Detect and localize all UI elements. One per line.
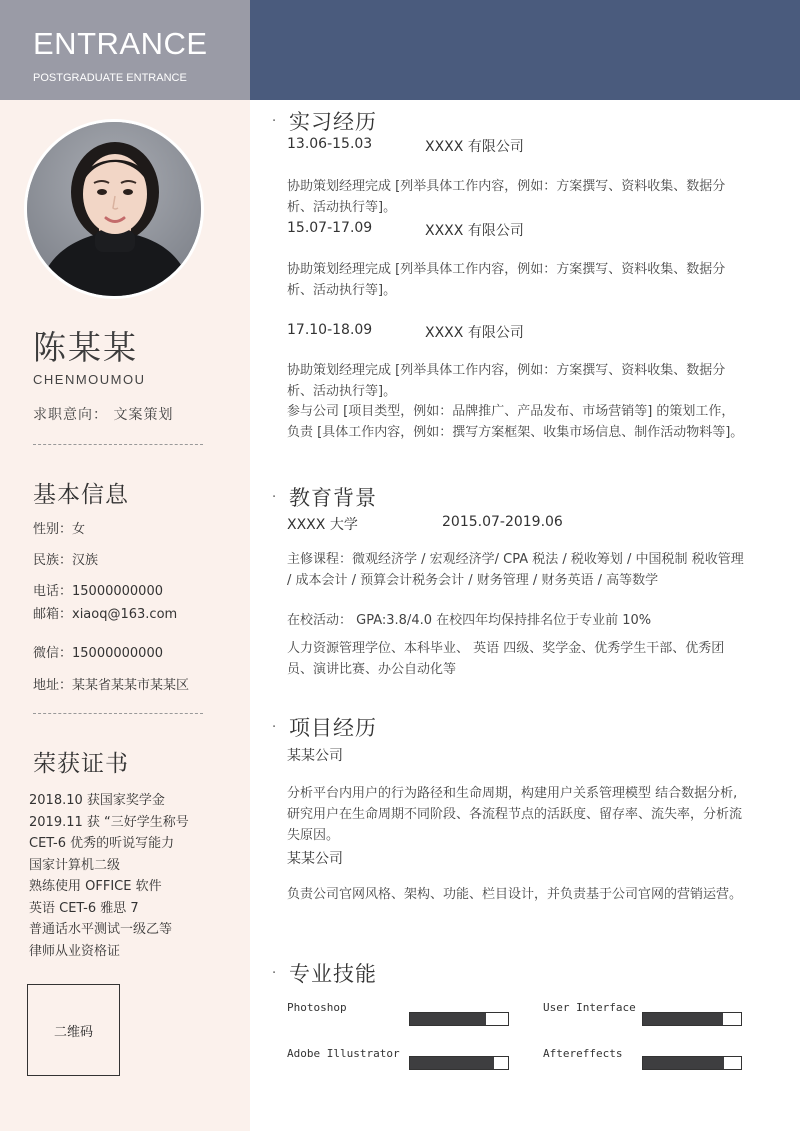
education-row <box>287 514 563 534</box>
bullet-icon: · <box>272 490 277 505</box>
candidate-name: 陈某某 <box>33 328 138 367</box>
projects-heading: 项目经历 <box>289 716 377 740</box>
list-item: 2019.11 获 “三好学生称号 <box>29 814 189 830</box>
education-courses: 主修课程：微观经济学 / 宏观经济学/ CPA 税法 / 税收筹划 / 中国税制 税收管理 / 成本会计 / 预算会计税务会计 / 财务管理 / 财务英语 / 高等数学 <box>287 552 744 588</box>
info-gender: 性别：女 <box>33 522 86 537</box>
header-band <box>250 0 800 100</box>
skills-heading: 专业技能 <box>289 962 377 986</box>
internship-desc: 协助策划经理完成 [列举具体工作内容，例如：方案撰写、资料收集、数据分析、活动执行等]。 <box>287 262 726 298</box>
candidate-name-pinyin: CHENMOUMOU <box>33 372 146 387</box>
skill-bar-fill <box>643 1013 723 1025</box>
portrait-image <box>27 122 201 296</box>
list-item: 2018.10 获国家奖学金 <box>29 793 165 808</box>
internship-company: XXXX 有限公司 <box>425 139 524 155</box>
info-address: 地址：某某省某某市某某区 <box>33 678 190 693</box>
list-item: 律师从业资格证 <box>29 943 121 959</box>
project-desc: 分析平台内用户的行为路径和生命周期，构建用户关系管理模型 结合数据分析,研究用户在生命周期不同阶段、各流程节点的活跃度、留存率、流失率，分析流失原因。 <box>287 786 743 843</box>
brand-box <box>0 0 250 100</box>
internship-heading: 实习经历 <box>289 110 377 134</box>
education-activities: 在校活动： GPA:3.8/4.0 在校四年均保持排名位于专业前 10% <box>287 613 652 628</box>
skill-label: User Interface <box>543 1001 636 1014</box>
skill-bar <box>642 1056 742 1070</box>
education-heading: 教育背景 <box>289 486 377 510</box>
internship-row-3 <box>287 322 524 341</box>
divider <box>33 713 203 714</box>
internship-date: 17.10-18.09 <box>287 322 373 338</box>
internship-company: XXXX 有限公司 <box>425 325 524 341</box>
info-wechat: 微信：15000000000 <box>33 646 163 661</box>
qr-code-placeholder <box>27 984 120 1076</box>
skill-label: Aftereffects <box>543 1047 623 1060</box>
internship-company: XXXX 有限公司 <box>425 223 524 239</box>
internship-date: 13.06-15.03 <box>287 136 373 152</box>
internship-desc-extra: 参与公司 [项目类型，例如：品牌推广、产品发布、市场营销等] 的策划工作，负责 [具体工作内容，例如：撰写方案框架、收集市场信息、制作活动物料等]。 <box>287 404 744 440</box>
list-item: 普通话水平测试一级乙等 <box>29 922 173 937</box>
internship-row-2 <box>287 220 524 239</box>
skill-label: Adobe Illustrator <box>287 1047 400 1060</box>
info-phone: 电话：15000000000 <box>33 584 163 599</box>
list-item: CET-6 优秀的听说写能力 <box>29 836 175 851</box>
list-item: 国家计算机二级 <box>29 857 121 873</box>
education-honors: 人力资源管理学位、本科毕业、 英语 四级、奖学金、优秀学生干部、优秀团员、演讲比赛、办公自动化等 <box>287 641 725 677</box>
skill-label: Photoshop <box>287 1001 347 1014</box>
info-ethnicity: 民族：汉族 <box>33 553 99 568</box>
skill-bar-fill <box>410 1057 494 1069</box>
education-period: 2015.07-2019.06 <box>442 514 563 530</box>
brand-subtitle: POSTGRADUATE ENTRANCE <box>33 72 187 84</box>
list-item: 英语 CET-6 雅思 7 <box>29 900 139 916</box>
skill-bar <box>642 1012 742 1026</box>
bullet-icon: · <box>272 966 277 981</box>
internship-date: 15.07-17.09 <box>287 220 373 236</box>
project-desc: 负责公司官网风格、架构、功能、栏目设计，并负责基于公司官网的营销运营。 <box>287 887 743 902</box>
school-name: XXXX 大学 <box>287 517 358 533</box>
certificates-heading: 荣获证书 <box>33 751 129 777</box>
project-company: 某某公司 <box>287 851 343 867</box>
project-company: 某某公司 <box>287 748 343 764</box>
list-item: 熟练使用 OFFICE 软件 <box>29 879 162 894</box>
qr-code-label: 二维码 <box>53 1024 93 1040</box>
internship-desc: 协助策划经理完成 [列举具体工作内容，例如：方案撰写、资料收集、数据分析、活动执行等]。 <box>287 363 726 399</box>
info-email: 邮箱：xiaoq@163.com <box>33 607 178 622</box>
skill-bar-fill <box>643 1057 724 1069</box>
bullet-icon: · <box>272 720 277 735</box>
internship-row-1 <box>287 136 524 155</box>
skill-bar-fill <box>410 1013 486 1025</box>
certificates-list <box>29 790 239 962</box>
basic-info-heading: 基本信息 <box>33 482 129 508</box>
internship-desc: 协助策划经理完成 [列举具体工作内容，例如：方案撰写、资料收集、数据分析、活动执行等]。 <box>287 179 726 215</box>
skill-bar <box>409 1012 509 1026</box>
bullet-icon: · <box>272 114 277 129</box>
profile-photo <box>24 119 204 299</box>
brand-title: ENTRANCE <box>33 26 208 61</box>
job-objective: 求职意向： 文案策划 <box>33 407 174 423</box>
skill-bar <box>409 1056 509 1070</box>
divider <box>33 444 203 445</box>
